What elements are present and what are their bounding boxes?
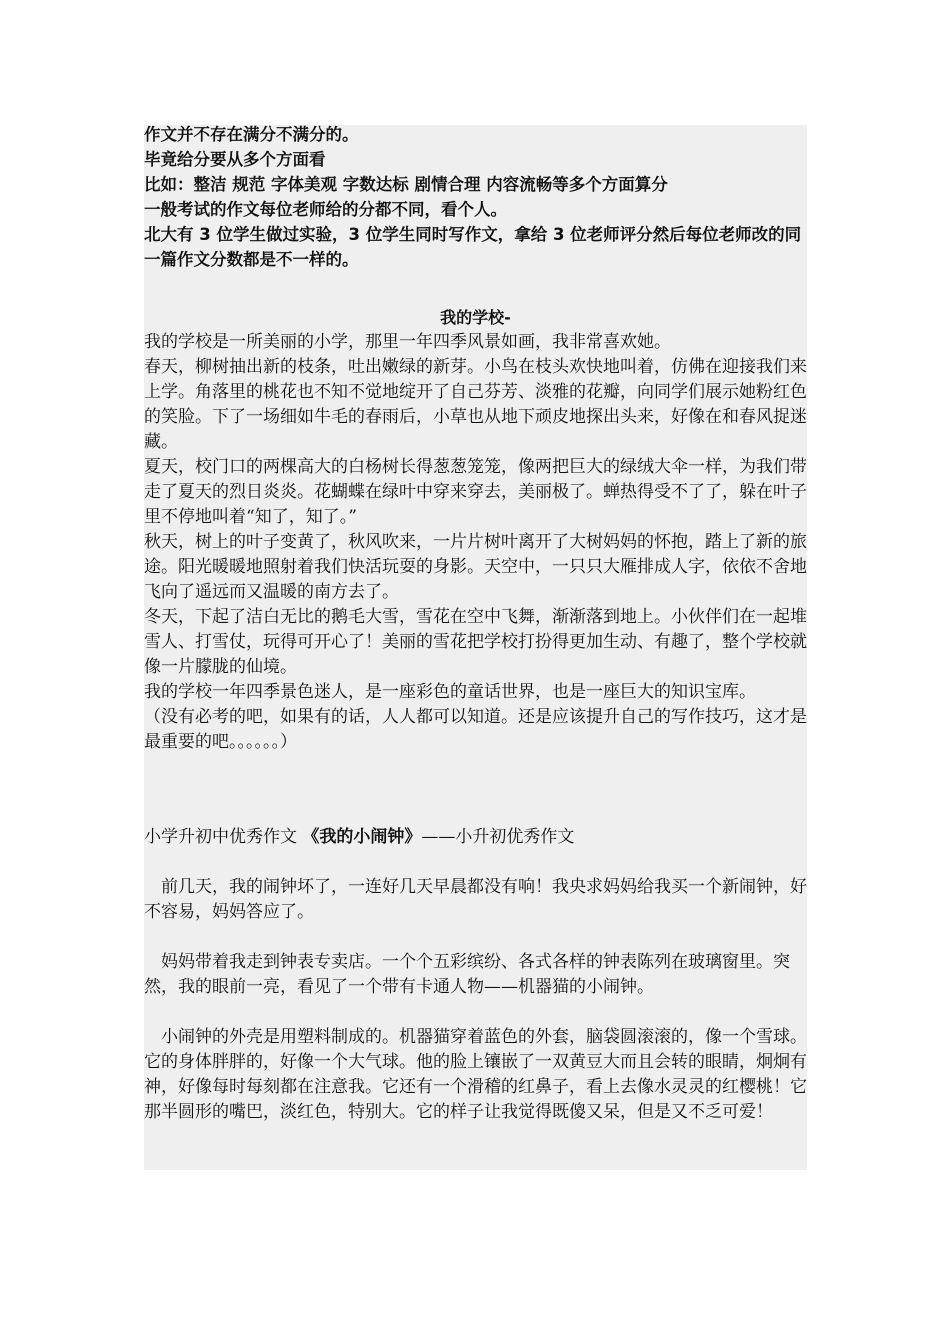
essay2-paragraph: 小闹钟的外壳是用塑料制成的。机器猫穿着蓝色的外套，脑袋圆滚滚的，像一个雪球。它的身体胖胖的，好像一个大气球。他的脸上镶嵌了一双黄豆大而且会转的眼睛，炯炯有神，好像每时每刻都在注意我。它还有一个滑稽的红鼻子，看上去像水灵灵的红樱桃！它那半圆形的嘴巴，淡红色，特别大。它的样子让我觉得既傻又呆，但是又不乏可爱！ (144, 1027, 807, 1122)
intro-line: 北大有 3 位学生做过实验，3 位学生同时写作文，拿给 3 位老师评分然后每位老师改的同一篇作文分数都是不一样的。 (144, 225, 802, 269)
spacer (144, 755, 807, 825)
essay-title: 我的学校- (440, 308, 511, 327)
essay2-title: 《我的小闹钟》 (302, 827, 422, 847)
intro-section (144, 122, 807, 272)
spacer (144, 1000, 807, 1025)
spacer (144, 272, 807, 297)
essay-paragraph: 冬天，下起了洁白无比的鹅毛大雪，雪花在空中飞舞，渐渐落到地上。小伙伴们在一起堆雪人、打雪仗，玩得可开心了！美丽的雪花把学校打扮得更加生动、有趣了，整个学校就像一片朦胧的仙境。 (144, 607, 807, 677)
essay2-paragraph: 前几天，我的闹钟坏了，一连好几天早晨都没有响！我央求妈妈给我买一个新闹钟，好不容易，妈妈答应了。 (144, 877, 807, 922)
essay-paragraph: 春天，柳树抽出新的枝条，吐出嫩绿的新芽。小鸟在枝头欢快地叫着，仿佛在迎接我们来上学。角落里的桃花也不知不觉地绽开了自己芬芳、淡雅的花瓣，向同学们展示她粉红色的笑脸。下了一场细如牛毛的春雨后，小草也从地下顽皮地探出头来，好像在和春风捉迷藏。 (144, 357, 807, 452)
essay2-prefix: 小学升初中优秀作文 (144, 827, 303, 847)
spacer (144, 850, 807, 875)
spacer (144, 925, 807, 950)
essay-paragraph: 夏天，校门口的两棵高大的白杨树长得葱葱笼笼，像两把巨大的绿绒大伞一样，为我们带走了夏天的烈日炎炎。花蝴蝶在绿叶中穿来穿去，美丽极了。蝉热得受不了了，躲在叶子里不停地叫着“知了，知了。” (144, 457, 807, 527)
essay2-heading (144, 825, 807, 850)
essay-paragraph: 我的学校一年四季景色迷人，是一座彩色的童话世界，也是一座巨大的知识宝库。 (144, 682, 756, 702)
essay-paragraph: 我的学校是一所美丽的小学，那里一年四季风景如画，我非常喜欢她。 (144, 332, 671, 352)
essay-body (144, 330, 807, 755)
essay2-paragraph: 妈妈带着我走到钟表专卖店。一个个五彩缤纷、各式各样的钟表陈列在玻璃窗里。突然，我的眼前一亮，看见了一个带有卡通人物——机器猫的小闹钟。 (144, 952, 790, 997)
essay-paragraph: 秋天，树上的叶子变黄了，秋风吹来，一片片树叶离开了大树妈妈的怀抱，踏上了新的旅途。阳光暖暖地照射着我们快活玩耍的身影。天空中，一只只大雁排成人字，依依不舍地飞向了遥远而又温暖的南方去了。 (144, 532, 807, 602)
essay-note: （没有必考的吧，如果有的话，人人都可以知道。还是应该提升自己的写作技巧，这才是最重要的吧。。。。。。） (144, 707, 807, 752)
essay2-suffix: ——小升初优秀作文 (421, 827, 575, 847)
intro-line: 一般考试的作文每位老师给的分都不同，看个人。 (144, 200, 507, 219)
intro-line: 比如：整洁 规范 字体美观 字数达标 剧情合理 内容流畅等多个方面算分 (144, 175, 668, 194)
intro-line: 作文并不存在满分不满分的。 (144, 125, 359, 144)
document-content (144, 122, 807, 1125)
intro-line: 毕竟给分要从多个方面看 (144, 150, 326, 169)
